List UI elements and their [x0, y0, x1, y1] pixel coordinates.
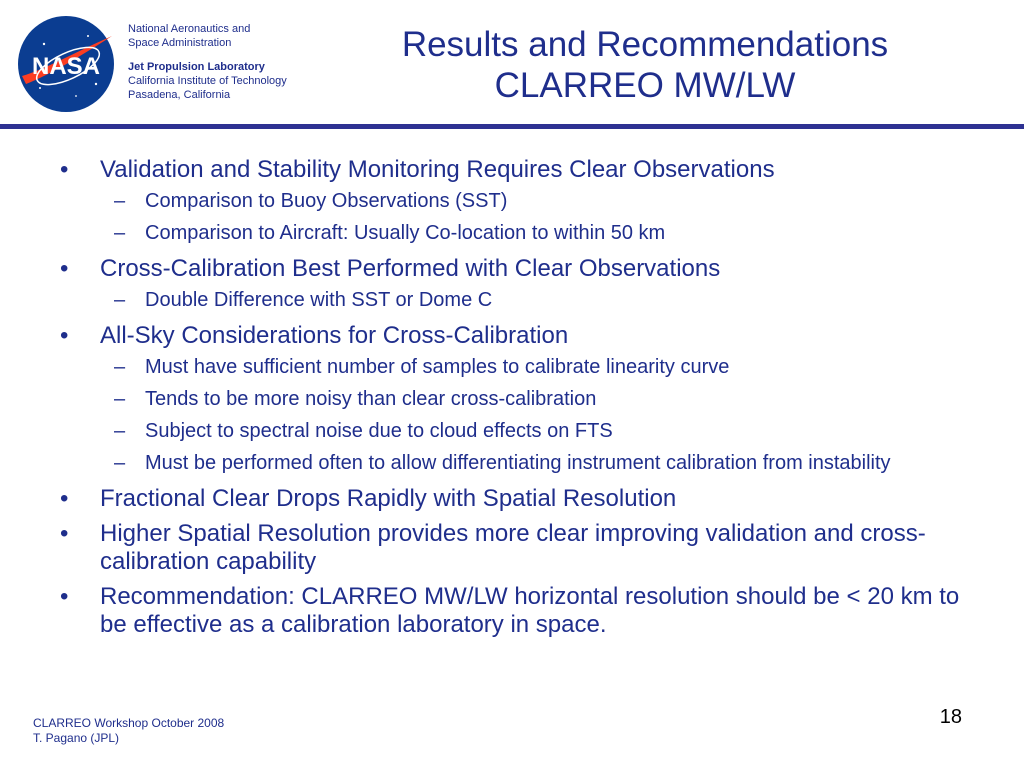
dash-marker: – [114, 388, 126, 410]
header-divider [0, 124, 1024, 129]
sub-bullet-item [0, 288, 1024, 312]
sub-bullet-text: Comparison to Aircraft: Usually Co-location to within 50 km [145, 222, 666, 244]
bullet-list [0, 156, 1024, 646]
sub-bullet-item [0, 221, 1024, 245]
bullet-text: Cross-Calibration Best Performed with Clear Observations [100, 255, 721, 282]
title-line-2: CLARREO MW/LW [494, 66, 796, 105]
sub-bullet-text: Subject to spectral noise due to cloud effects on FTS [145, 420, 613, 442]
bullet-item [0, 485, 1024, 513]
lab-line-3: Pasadena, California [128, 89, 231, 101]
bullet-text: Validation and Stability Monitoring Requires Clear Observations [100, 156, 775, 183]
slide-title [290, 24, 1000, 106]
title-line-1: Results and Recommendations [401, 25, 889, 64]
agency-line-2: Space Administration [128, 37, 232, 49]
bullet-item [0, 156, 1024, 184]
nasa-logo [16, 14, 116, 114]
bullet-marker: • [60, 255, 69, 282]
sub-bullet-item [0, 189, 1024, 213]
bullet-text: Higher Spatial Resolution provides more clear improving validation and cross-calibration capability [100, 520, 926, 575]
sub-bullet-item [0, 451, 1024, 475]
lab-line-2: California Institute of Technology [128, 75, 287, 87]
footer-event: CLARREO Workshop October 2008 [33, 716, 225, 730]
bullet-marker: • [60, 583, 69, 610]
bullet-item [0, 583, 1024, 639]
bullet-marker: • [60, 520, 69, 547]
footer-author: T. Pagano (JPL) [33, 731, 120, 745]
sub-bullet-item [0, 419, 1024, 443]
agency-block [128, 22, 287, 102]
bullet-text: Fractional Clear Drops Rapidly with Spatial Resolution [100, 485, 677, 512]
dash-marker: – [114, 452, 126, 474]
dash-marker: – [114, 222, 126, 244]
page-number: 18 [939, 706, 962, 728]
logo-text: NASA [31, 53, 101, 80]
dash-marker: – [114, 420, 126, 442]
sub-bullet-text: Comparison to Buoy Observations (SST) [145, 190, 508, 212]
sub-bullet-item [0, 355, 1024, 379]
dash-marker: – [114, 356, 126, 378]
dash-marker: – [114, 190, 126, 212]
bullet-text: All-Sky Considerations for Cross-Calibration [100, 322, 569, 349]
bullet-item [0, 322, 1024, 350]
footer [33, 716, 224, 746]
dash-marker: – [114, 289, 126, 311]
lab-name: Jet Propulsion Laboratory [128, 61, 265, 73]
agency-line-1: National Aeronautics and [128, 23, 251, 35]
bullet-item [0, 520, 1024, 576]
sub-bullet-item [0, 387, 1024, 411]
sub-bullet-text: Must have sufficient number of samples to calibrate linearity curve [145, 356, 730, 378]
sub-bullet-text: Must be performed often to allow differentiating instrument calibration from instability [145, 452, 891, 474]
sub-bullet-text: Tends to be more noisy than clear cross-calibration [145, 388, 597, 410]
bullet-text: Recommendation: CLARREO MW/LW horizontal resolution should be < 20 km to be effective as a calibration laboratory in space. [100, 583, 960, 638]
bullet-marker: • [60, 156, 69, 183]
bullet-item [0, 255, 1024, 283]
bullet-marker: • [60, 322, 69, 349]
sub-bullet-text: Double Difference with SST or Dome C [145, 289, 493, 311]
bullet-marker: • [60, 485, 69, 512]
